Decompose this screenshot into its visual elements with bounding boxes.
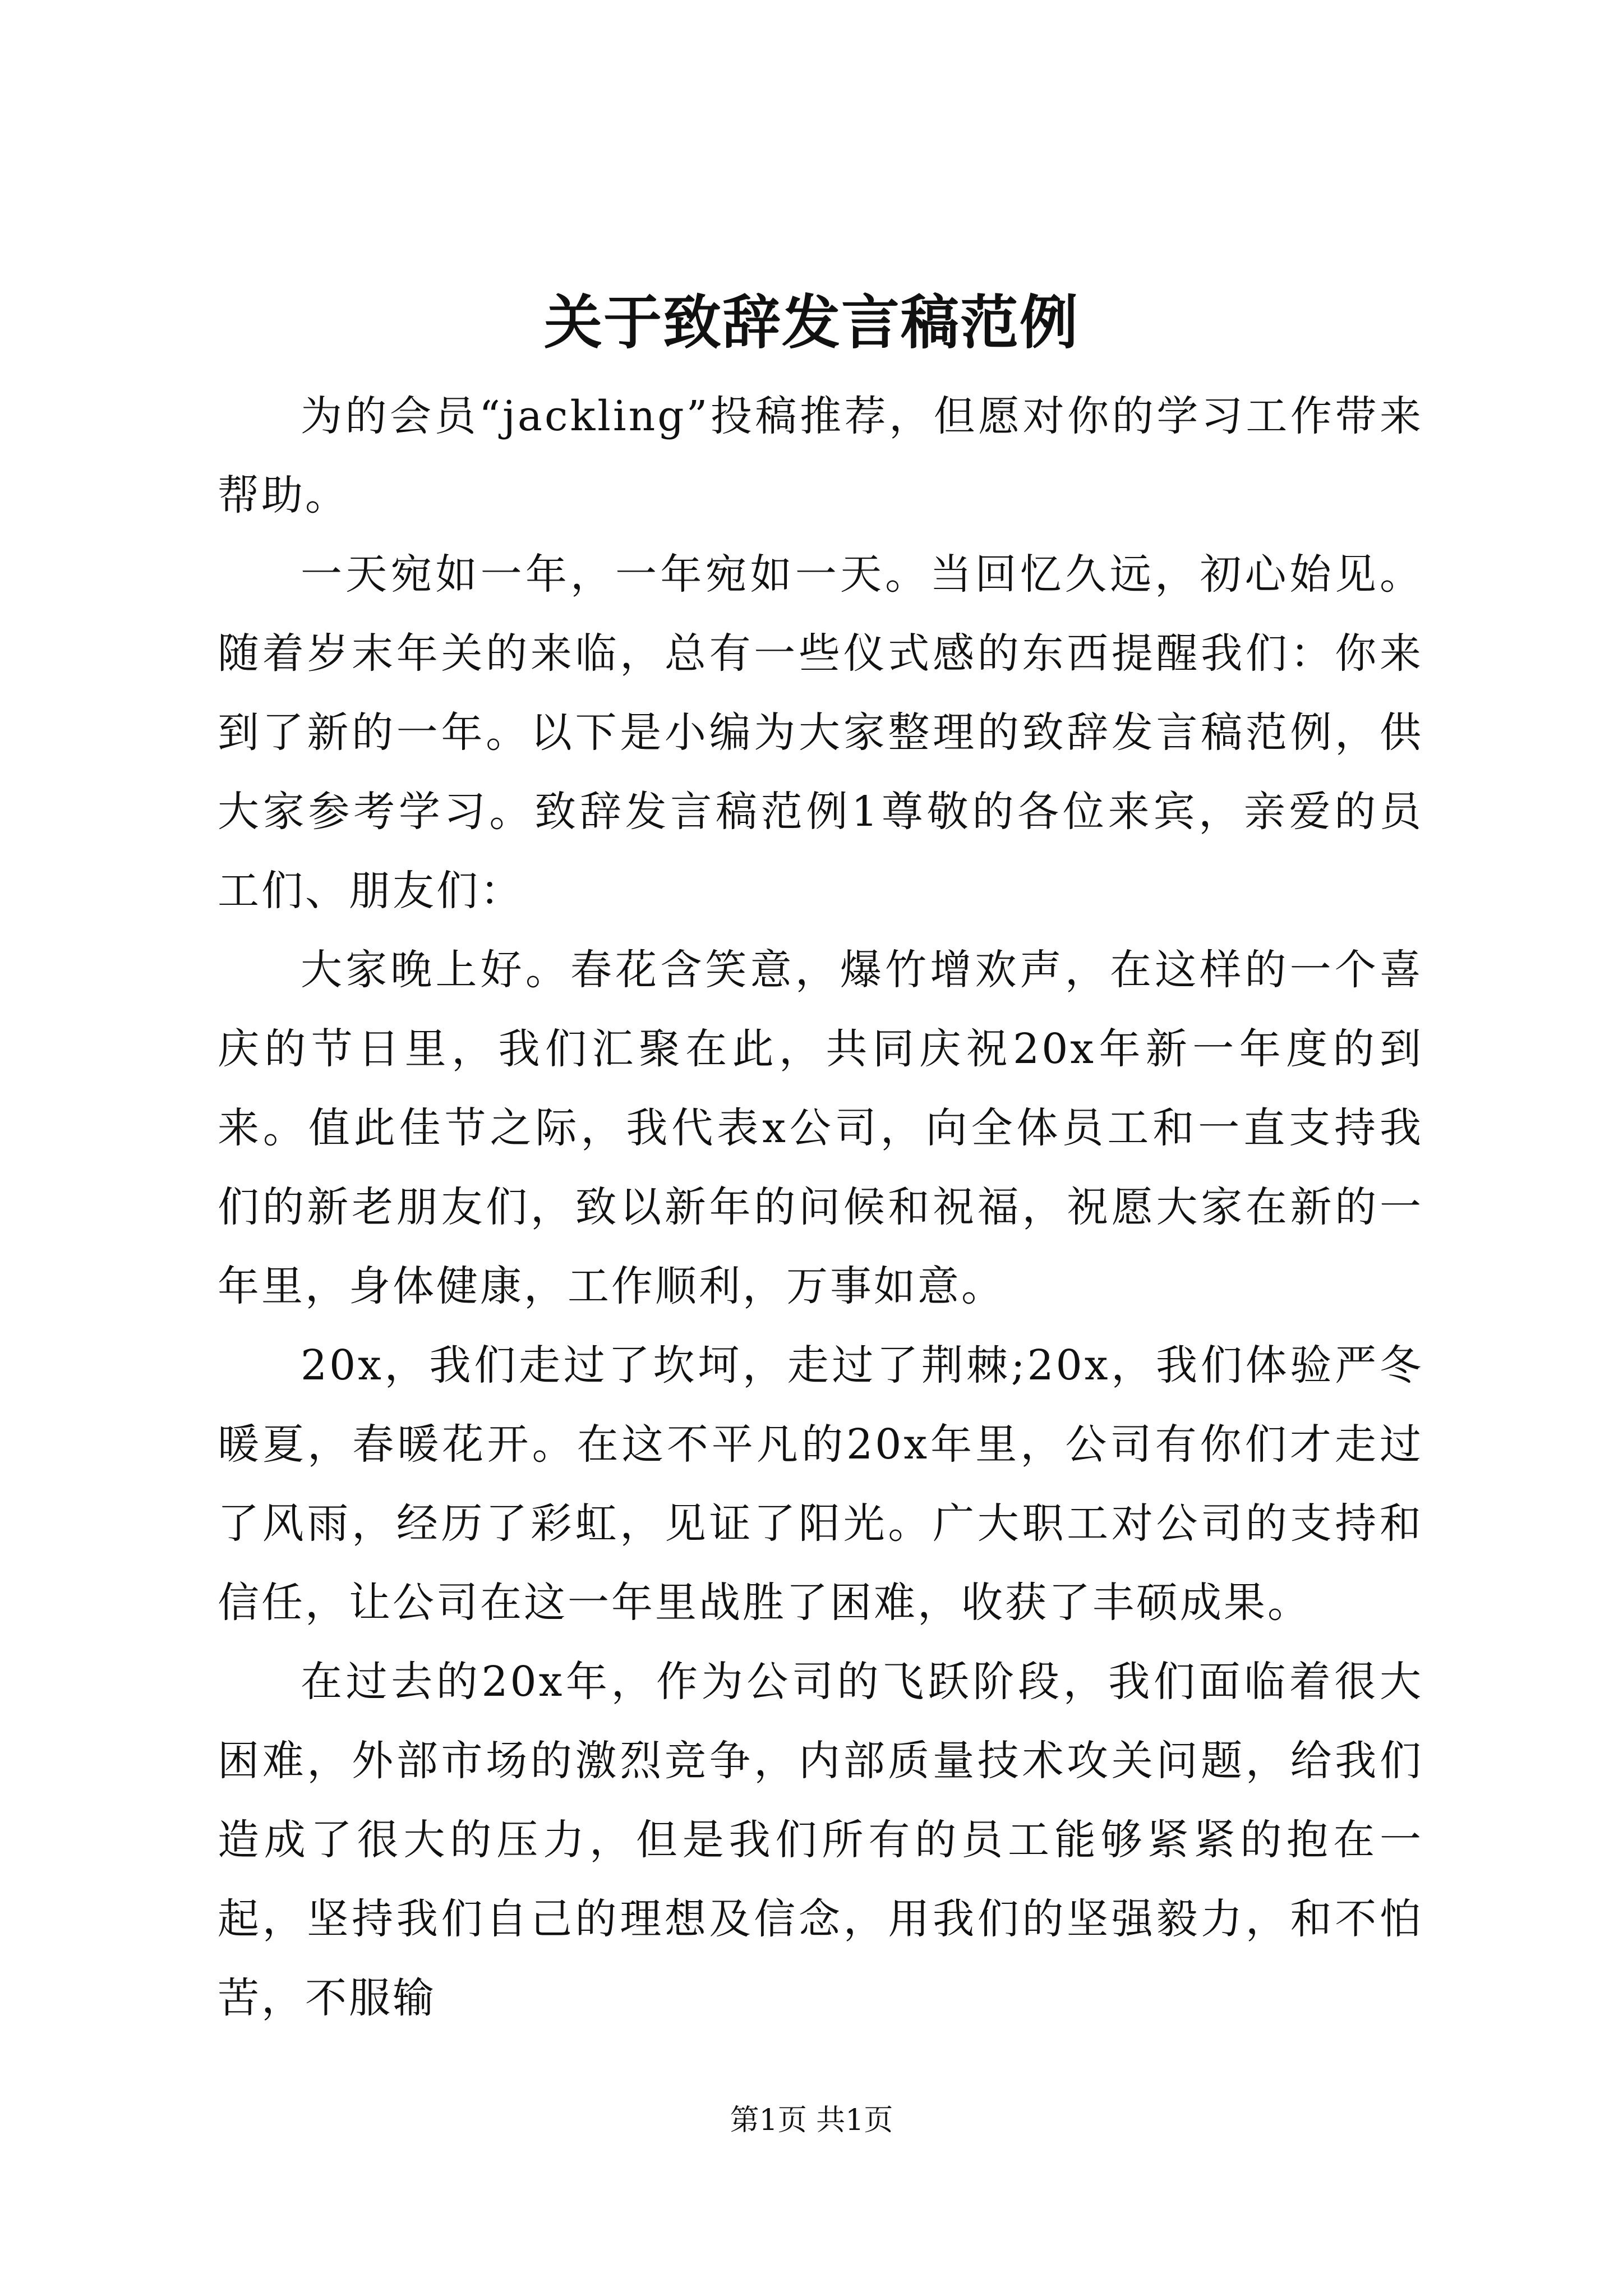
page-footer: 第1页 共1页 <box>730 2104 893 2137</box>
paragraph-2: 一天宛如一年，一年宛如一天。当回忆久远，初心始见。随着岁末年关的来临，总有一些仪式感的东西提醒我们：你来到了新的一年。以下是小编为大家整理的致辞发言稿范例，供大家参考学习。致辞发言稿范例1尊敬的各位来宾，亲爱的员工们、朋友们： <box>218 550 1423 915</box>
paragraph-4: 20x，我们走过了坎坷，走过了荆棘;20x，我们体验严冬暖夏，春暖花开。在这不平凡的20x年里，公司有你们才走过了风雨，经历了彩虹，见证了阳光。广大职工对公司的支持和信任，让公司在这一年里战胜了困难，收获了丰硕成果。 <box>218 1341 1423 1627</box>
paragraph-1: 为的会员“jackling”投稿推荐，但愿对你的学习工作带来帮助。 <box>218 392 1423 519</box>
paragraph-5: 在过去的20x年，作为公司的飞跃阶段，我们面临着很大困难，外部市场的激烈竞争，内部质量技术攻关问题，给我们造成了很大的压力，但是我们所有的员工能够紧紧的抱在一起，坚持我们自己的理想及信念，用我们的坚强毅力，和不怕苦，不服输 <box>218 1658 1423 2022</box>
paragraph-3: 大家晚上好。春花含笑意，爆竹增欢声，在这样的一个喜庆的节日里，我们汇聚在此，共同庆祝20x年新一年度的到来。值此佳节之际，我代表x公司，向全体员工和一直支持我们的新老朋友们，致以新年的问候和祝福，祝愿大家在新的一年里，身体健康，工作顺利，万事如意。 <box>218 946 1423 1310</box>
document-body <box>218 377 1423 2038</box>
document-title: 关于致辞发言稿范例 <box>543 288 1079 357</box>
